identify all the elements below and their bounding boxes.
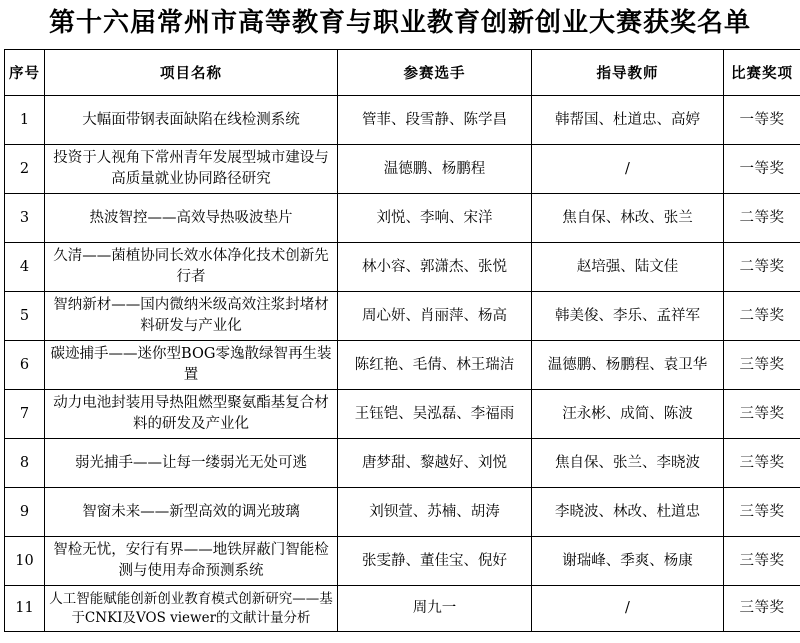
table-row [5,537,800,586]
teachers: 李晓波、林改、杜道忠 [532,488,724,537]
award: 三等奖 [724,390,800,439]
project-name: 智检无忧，安行有界——地铁屏蔽门智能检测与使用寿命预测系统 [45,537,338,586]
project-name: 大幅面带钢表面缺陷在线检测系统 [45,96,338,145]
teachers: 汪永彬、成简、陈波 [532,390,724,439]
header-project-name: 项目名称 [45,50,338,96]
students: 王钰铠、吴泓磊、李福雨 [338,390,532,439]
table-row [5,243,800,292]
table-row [5,586,800,632]
row-number: 3 [5,194,45,243]
students: 唐梦甜、黎越好、刘悦 [338,439,532,488]
row-number: 6 [5,341,45,390]
students: 温德鹏、杨鹏程 [338,145,532,194]
teachers: 焦自保、张兰、李晓波 [532,439,724,488]
project-name: 人工智能赋能创新创业教育模式创新研究——基于CNKI及VOS viewer的文献计量分析 [45,586,338,632]
row-number: 4 [5,243,45,292]
teachers: 谢瑞峰、季爽、杨康 [532,537,724,586]
table-row [5,194,800,243]
award: 二等奖 [724,194,800,243]
award: 三等奖 [724,586,800,632]
teachers: 韩帮国、杜道忠、高婷 [532,96,724,145]
award: 三等奖 [724,341,800,390]
table-row [5,341,800,390]
students: 周心妍、肖丽萍、杨高 [338,292,532,341]
project-name: 久清——菌植协同长效水体净化技术创新先行者 [45,243,338,292]
table-row [5,488,800,537]
award: 三等奖 [724,439,800,488]
students: 陈红艳、毛倩、林王瑞洁 [338,341,532,390]
row-number: 2 [5,145,45,194]
students: 管菲、段雪静、陈学昌 [338,96,532,145]
row-number: 8 [5,439,45,488]
students: 刘钡萱、苏楠、胡涛 [338,488,532,537]
teachers: / [532,586,724,632]
teachers: 赵培强、陆文佳 [532,243,724,292]
header-number: 序号 [5,50,45,96]
teachers: 焦自保、林改、张兰 [532,194,724,243]
header-students: 参赛选手 [338,50,532,96]
table-row [5,390,800,439]
teachers: / [532,145,724,194]
award: 三等奖 [724,537,800,586]
table-header-row [5,50,800,96]
teachers: 温德鹏、杨鹏程、袁卫华 [532,341,724,390]
students: 张雯静、董佳宝、倪好 [338,537,532,586]
project-name: 动力电池封装用导热阻燃型聚氨酯基复合材料的研发及产业化 [45,390,338,439]
award: 一等奖 [724,96,800,145]
project-name: 碳迹捕手——迷你型BOG零逸散绿智再生装置 [45,341,338,390]
students: 周九一 [338,586,532,632]
header-award: 比赛奖项 [724,50,800,96]
award: 二等奖 [724,292,800,341]
row-number: 7 [5,390,45,439]
award: 二等奖 [724,243,800,292]
page-title: 第十六届常州市高等教育与职业教育创新创业大赛获奖名单 [48,8,751,38]
project-name: 投资于人视角下常州青年发展型城市建设与高质量就业协同路径研究 [45,145,338,194]
project-name: 智纳新材——国内微纳米级高效注浆封堵材料研发与产业化 [45,292,338,341]
award-table [4,49,800,632]
project-name: 弱光捕手——让每一缕弱光无处可逃 [45,439,338,488]
table-row [5,292,800,341]
teachers: 韩美俊、李乐、孟祥军 [532,292,724,341]
row-number: 10 [5,537,45,586]
project-name: 热波智控——高效导热吸波垫片 [45,194,338,243]
table-row [5,145,800,194]
row-number: 11 [5,586,45,632]
students: 刘悦、李响、宋洋 [338,194,532,243]
row-number: 5 [5,292,45,341]
row-number: 1 [5,96,45,145]
header-teachers: 指导教师 [532,50,724,96]
award: 一等奖 [724,145,800,194]
table-row [5,96,800,145]
award: 三等奖 [724,488,800,537]
project-name: 智窗未来——新型高效的调光玻璃 [45,488,338,537]
students: 林小容、郭潇杰、张悦 [338,243,532,292]
table-row [5,439,800,488]
row-number: 9 [5,488,45,537]
